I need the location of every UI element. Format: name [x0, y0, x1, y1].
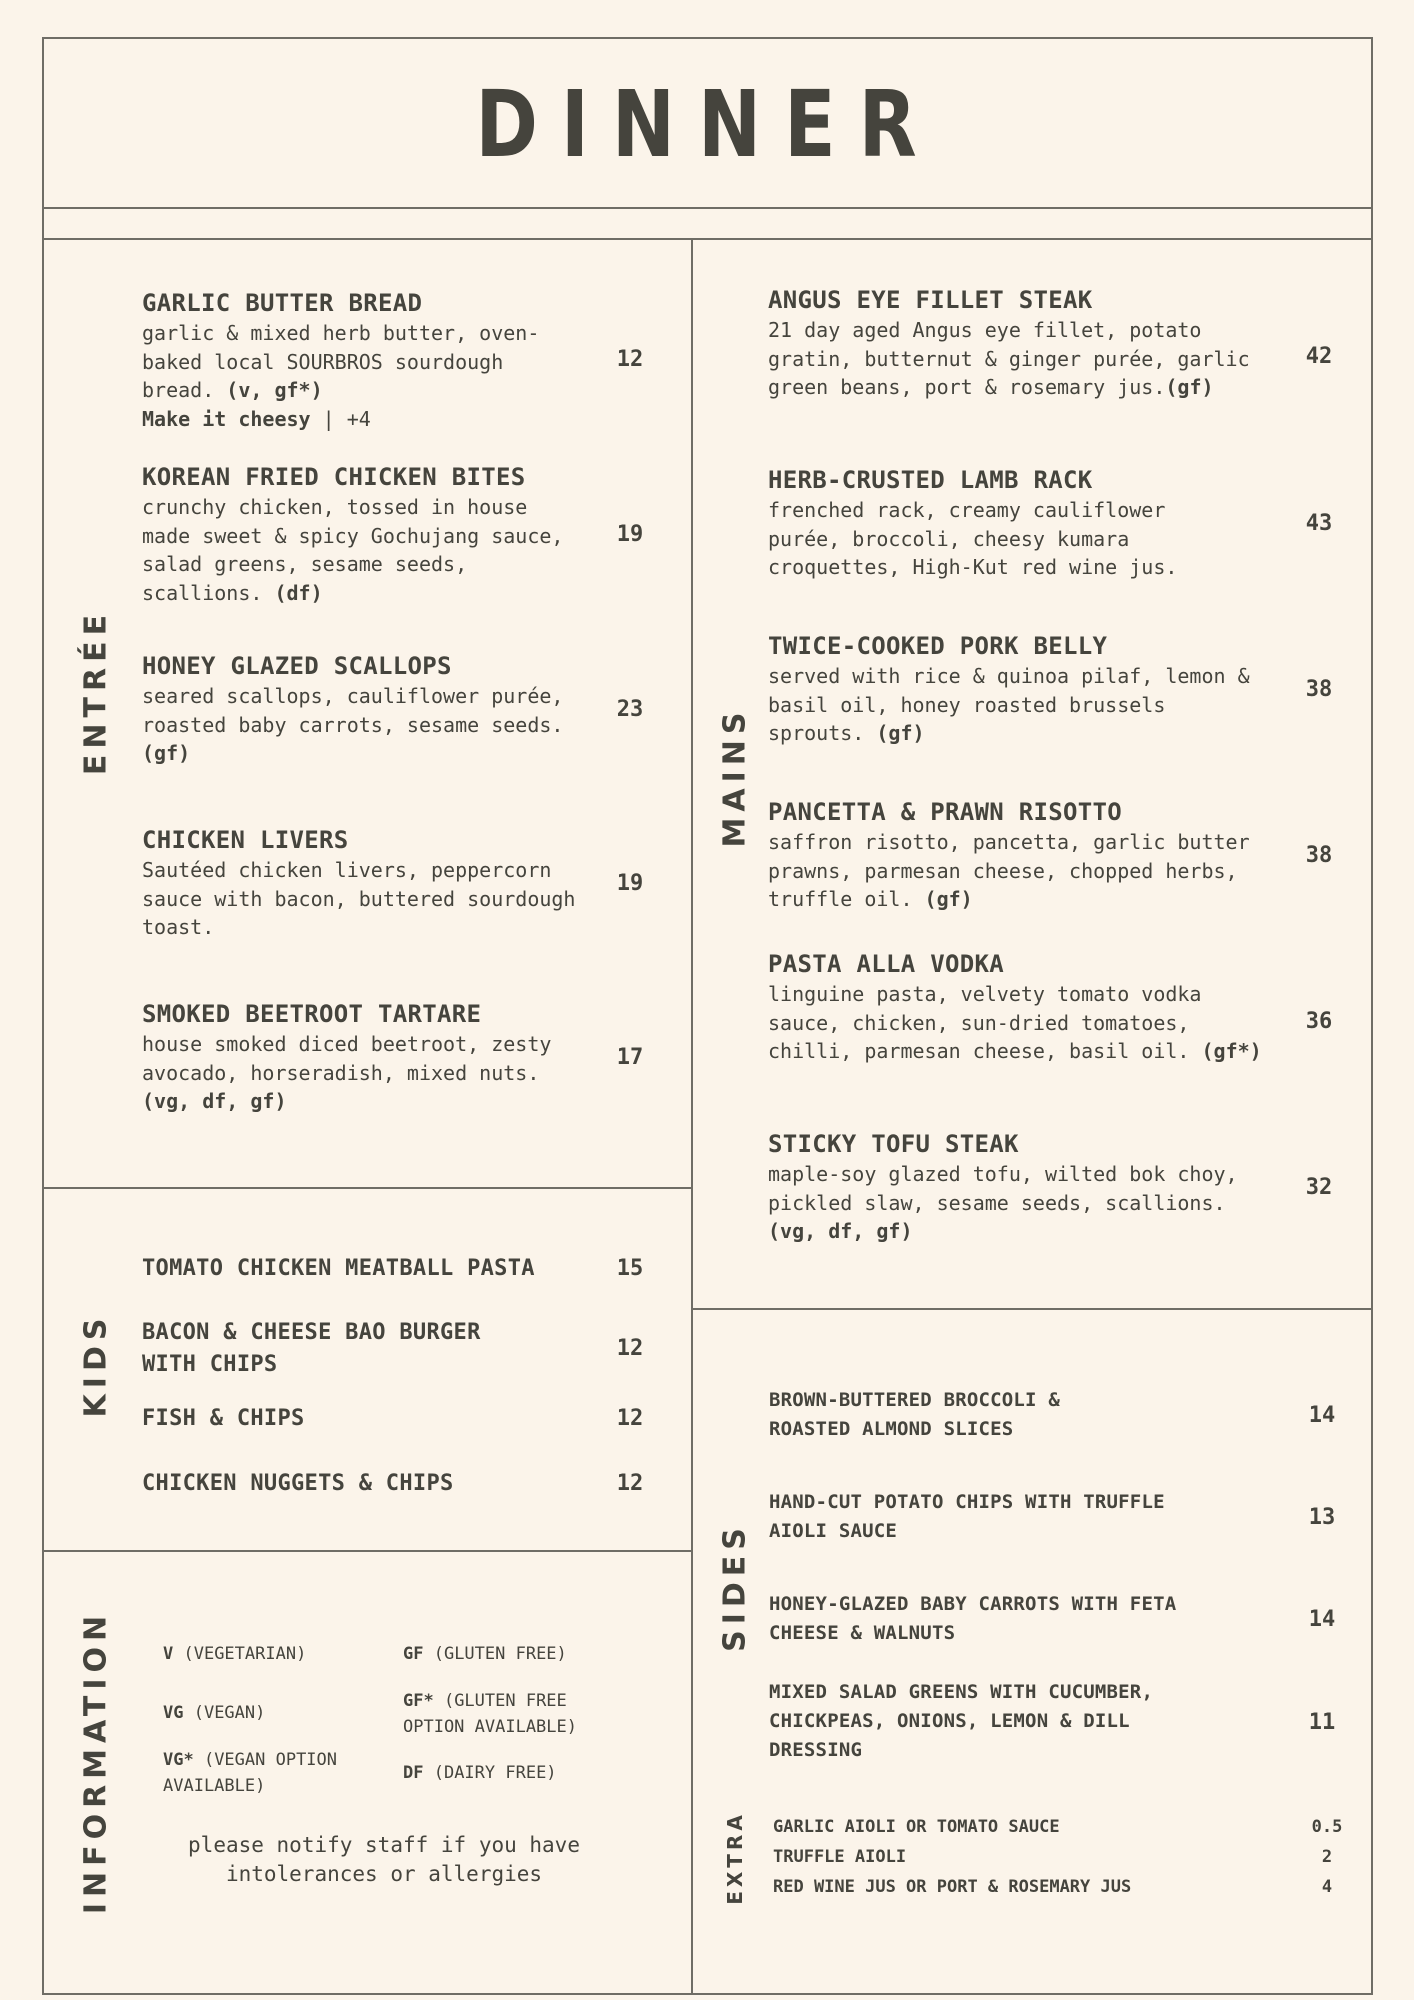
item-description: house smoked diced beetroot, zesty avocado, horseradish, mixed nuts. (vg, df, gf): [142, 1032, 552, 1113]
item-price: 38: [1305, 677, 1333, 702]
item-name: HERB-CRUSTED LAMB RACK: [768, 466, 1093, 494]
side-item-name: MIXED SALAD GREENS WITH CUCUMBER, CHICKPEAS, ONIONS, LEMON & DILL DRESSING: [769, 1681, 1154, 1761]
item-description: Sautéed chicken livers, peppercorn sauce with bacon, buttered sourdough toast.: [142, 858, 576, 939]
item-price: 15: [616, 1256, 644, 1281]
mains-sides-divider: [692, 1308, 1373, 1310]
dietary-tags: (gf*): [1201, 1039, 1262, 1063]
entree-section-label: ENTRÉE: [78, 608, 114, 776]
legend-entry: GF (GLUTEN FREE): [403, 1644, 567, 1664]
sides-section-label: SIDES: [717, 1522, 753, 1652]
menu-item: [142, 461, 582, 607]
dietary-tags: (gf): [142, 741, 191, 765]
side-item-name: BROWN-BUTTERED BROCCOLI & ROASTED ALMOND SLICES: [769, 1389, 1060, 1440]
kids-item-name: BACON & CHEESE BAO BURGER WITH CHIPS: [142, 1320, 481, 1377]
legend-entry: GF* (GLUTEN FREE OPTION AVAILABLE): [403, 1691, 577, 1737]
allergy-note: please notify staff if you have intolerances or allergies: [188, 1833, 580, 1886]
item-price: 36: [1305, 1009, 1333, 1034]
item-name: KOREAN FRIED CHICKEN BITES: [142, 463, 526, 491]
item-price: 14: [1308, 1403, 1336, 1428]
item-price: 19: [616, 871, 644, 896]
item-description: frenched rack, creamy cauliflower purée, broccoli, cheesy kumara croquettes, High-Kut red wine jus.: [768, 498, 1178, 579]
legend-entry: VG* (VEGAN OPTION AVAILABLE): [163, 1750, 338, 1796]
dietary-tags: (vg, df, gf): [142, 1089, 287, 1113]
item-name: STICKY TOFU STEAK: [768, 1130, 1019, 1158]
item-price: 12: [616, 1336, 644, 1361]
item-description: seared scallops, cauliflower purée, roasted baby carrots, sesame seeds. (gf): [142, 684, 564, 765]
dietary-tags: (gf): [1165, 375, 1214, 399]
item-price: 17: [616, 1045, 644, 1070]
menu-item: [768, 284, 1268, 402]
kids-item-name: TOMATO CHICKEN MEATBALL PASTA: [142, 1256, 535, 1281]
item-description: 21 day aged Angus eye fillet, potato gratin, butternut & ginger purée, garlic green beans, port & rosemary jus.(gf): [768, 318, 1250, 399]
item-price: 42: [1305, 344, 1333, 369]
legend-entry: V (VEGETARIAN): [163, 1644, 307, 1664]
item-price: 38: [1305, 843, 1333, 868]
item-price: 13: [1308, 1505, 1336, 1530]
menu-item: [142, 998, 582, 1116]
extra-item-price: 4: [1321, 1877, 1333, 1897]
item-price: 11: [1308, 1710, 1336, 1735]
item-description: crunchy chicken, tossed in house made sweet & spicy Gochujang sauce, salad greens, sesame seeds, scallions. (df): [142, 495, 564, 605]
item-price: 19: [616, 522, 644, 547]
item-name: ANGUS EYE FILLET STEAK: [768, 286, 1093, 314]
menu-item: [142, 287, 582, 433]
side-item-name: HONEY-GLAZED BABY CARROTS WITH FETA CHEESE & WALNUTS: [769, 1593, 1177, 1644]
menu-item: [142, 824, 582, 942]
legend-entry: VG (VEGAN): [163, 1703, 266, 1723]
item-price: 14: [1308, 1607, 1336, 1632]
menu-item: [768, 464, 1228, 582]
item-price: 12: [616, 1406, 644, 1431]
legend-entry: DF (DAIRY FREE): [403, 1763, 557, 1783]
item-description: maple-soy glazed tofu, wilted bok choy, pickled slaw, sesame seeds, scallions. (vg, df, gf): [768, 1162, 1238, 1243]
item-name: PANCETTA & PRAWN RISOTTO: [768, 798, 1122, 826]
item-name: GARLIC BUTTER BREAD: [142, 289, 423, 317]
kids-item-name: CHICKEN NUGGETS & CHIPS: [142, 1471, 454, 1496]
item-price: 32: [1305, 1175, 1333, 1200]
title-divider: [42, 207, 1373, 209]
menu-item: [768, 948, 1268, 1066]
item-price: 43: [1305, 511, 1333, 536]
extra-item-name: GARLIC AIOLI OR TOMATO SAUCE: [773, 1817, 1060, 1837]
menu-item: [768, 630, 1258, 748]
information-section-label: INFORMATION: [78, 1609, 114, 1915]
side-item-name: HAND-CUT POTATO CHIPS WITH TRUFFLE AIOLI SAUCE: [769, 1491, 1165, 1542]
item-name: TWICE-COOKED PORK BELLY: [768, 632, 1108, 660]
extra-item-name: RED WINE JUS OR PORT & ROSEMARY JUS: [773, 1877, 1132, 1897]
item-name: HONEY GLAZED SCALLOPS: [142, 652, 452, 680]
section-divider-top: [42, 238, 1373, 240]
kids-info-divider: [42, 1550, 692, 1552]
item-description: garlic & mixed herb butter, oven-baked local SOURBROS sourdough bread. (v, gf*): [142, 321, 540, 402]
item-description: linguine pasta, velvety tomato vodka sauce, chicken, sun-dried tomatoes, chilli, parmesan cheese, basil oil. (gf*): [768, 982, 1262, 1063]
extra-item-price: 0.5: [1311, 1817, 1343, 1837]
kids-section-label: KIDS: [78, 1312, 114, 1418]
dietary-tags: (v, gf*): [226, 378, 323, 402]
item-name: SMOKED BEETROOT TARTARE: [142, 1000, 482, 1028]
dietary-tags: (gf): [924, 887, 973, 911]
extra-item-name: TRUFFLE AIOLI: [773, 1847, 907, 1867]
page-title: DINNER: [475, 71, 940, 178]
dietary-tags: (vg, df, gf): [768, 1219, 913, 1243]
extra-item-price: 2: [1321, 1847, 1333, 1867]
dietary-tags: (df): [274, 580, 323, 605]
item-price: 12: [616, 347, 644, 372]
menu-item: [768, 1128, 1278, 1246]
dietary-tags: (gf): [876, 721, 925, 745]
item-addon: Make it cheesy | +4: [142, 406, 371, 431]
kids-item-name: FISH & CHIPS: [142, 1406, 305, 1431]
menu-item: [768, 796, 1268, 914]
item-price: 12: [616, 1471, 644, 1496]
item-name: CHICKEN LIVERS: [142, 826, 349, 854]
column-divider: [691, 238, 693, 1993]
entree-kids-divider: [42, 1187, 692, 1189]
menu-item: [142, 650, 582, 768]
item-name: PASTA ALLA VODKA: [768, 950, 1004, 978]
extra-section-label: EXTRA: [723, 1811, 747, 1905]
item-description: saffron risotto, pancetta, garlic butter prawns, parmesan cheese, chopped herbs, truffle oil. (gf): [768, 830, 1250, 911]
item-description: served with rice & quinoa pilaf, lemon & basil oil, honey roasted brussels sprouts. (gf): [768, 664, 1250, 745]
item-price: 23: [616, 697, 644, 722]
mains-section-label: MAINS: [717, 706, 753, 848]
